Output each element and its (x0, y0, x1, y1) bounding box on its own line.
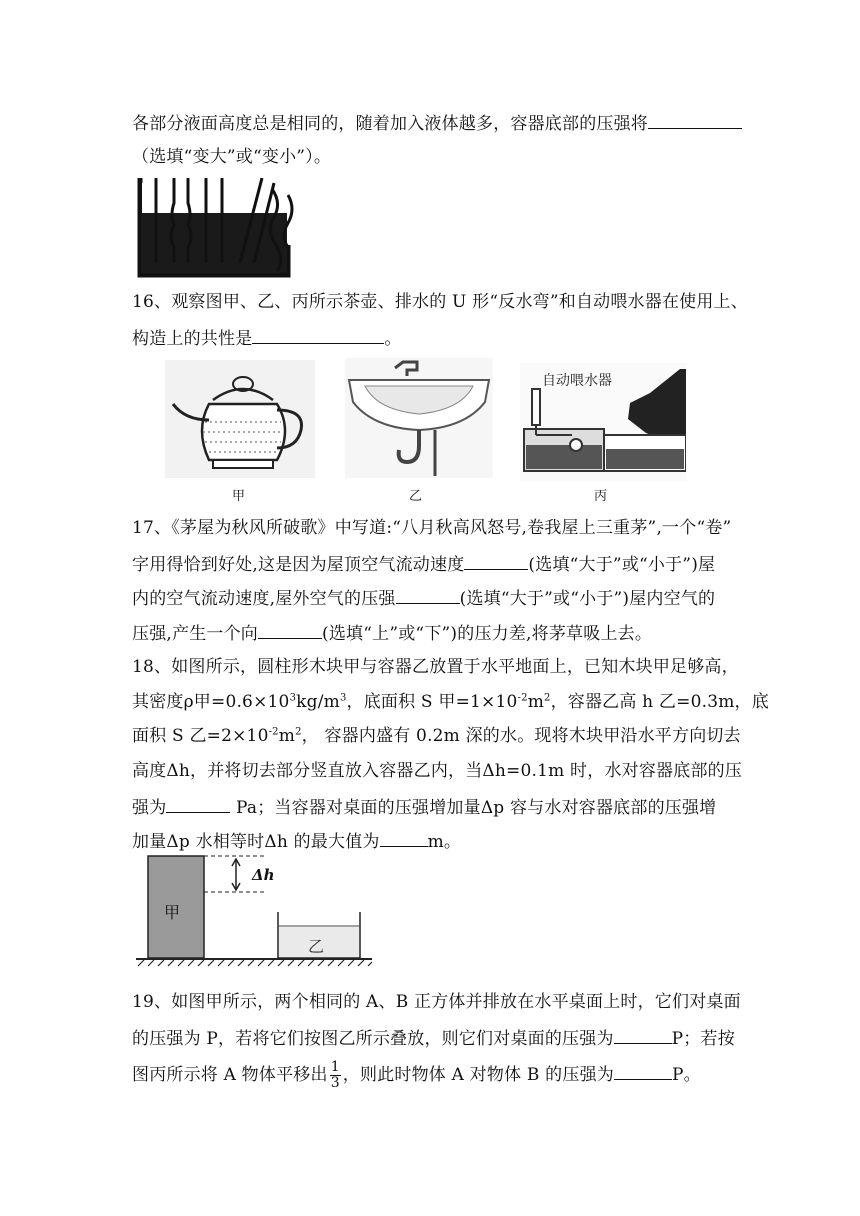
q16-answer-blank (252, 325, 384, 344)
q17-line-4: 压强,产生一个向 (选填“上”或“下”)的压力差,将茅草吸上去。 (132, 620, 652, 646)
q15-text-1: 各部分液面高度总是相同的，随着加入液体越多，容器底部的压强将 (132, 114, 648, 134)
automatic-feeder-figure (520, 363, 686, 481)
q19-blank-2 (614, 1061, 672, 1080)
sink-figure (345, 358, 493, 478)
q18-blank-2 (380, 828, 428, 847)
q17-line-1: 17、《茅屋为秋风所破歌》中写道:“八月秋高风怒号,卷我屋上三重茅”,一个“卷” (132, 518, 732, 538)
q16-line-1: 16、观察图甲、乙、丙所示茶壶、排水的 U 形“反水弯”和自动喂水器在使用上、 (132, 292, 748, 312)
q18-line-5: 强为 Pa；当容器对桌面的压强增加量Δp 容与水对容器底部的压强增 (132, 794, 716, 820)
q19-line-3: 图丙所示将 A 物体平移出 $\frac{1}{3}$ ，则此时物体 A 对物体 B 的压强为 P。 (132, 1059, 701, 1091)
q16-line-2: 构造上的共性是 。 (132, 325, 402, 351)
q18-line-3: 面积 S 乙$=2\times 10^{-2}m^2$， 容器内盛有 0.2m 深的水。现将木块甲沿水平方向切去 (132, 726, 741, 746)
q18-line-6: 加量Δp 水相等时Δh 的最大值为 m。 (132, 828, 461, 854)
fig-jia-label: 甲 (164, 903, 181, 922)
block-and-container-figure (128, 852, 378, 974)
q18-line-4: 高度Δh，并将切去部分竖直放入容器乙内，当Δh=0.1m 时，水对容器底部的压 (132, 761, 743, 781)
connected-vessels-figure (132, 175, 294, 281)
fig-yi-label: 乙 (308, 937, 325, 956)
q18-blank-1 (166, 794, 230, 813)
q19-line-1: 19、如图甲所示，两个相同的 A、B 正方体并排放在水平桌面上时，它们对桌面 (132, 992, 741, 1012)
q18-line-1: 18、如图所示，圆柱形木块甲与容器乙放置于水平地面上，已知木块甲足够高， (132, 657, 739, 677)
teapot-figure (165, 360, 315, 478)
q15-line-2: （选填“变大”或“变小”）。 (132, 147, 332, 167)
q17-line-3: 内的空气流动速度,屋外空气的压强 (选填“大于”或“小于”)屋内空气的 (132, 585, 715, 611)
caption-jia: 甲 (232, 489, 246, 504)
q17-blank-2 (396, 585, 460, 604)
q18-line-2: 其密度ρ甲$=0.6\times 10^3kg/m^3$，底面积 S 甲$=1\times 10^{-2}m^2$，容器乙高 h 乙=0.3m，底 (132, 692, 769, 712)
q17-line-2: 字用得恰到好处,这是因为屋顶空气流动速度 (选填“大于”或“小于”)屋 (132, 551, 715, 577)
caption-yi: 乙 (409, 489, 423, 504)
fraction-one-third: $\frac{1}{3}$ (330, 1059, 340, 1091)
fig-delta-h-label: Δh (252, 866, 275, 884)
q15-line-1 (132, 110, 742, 136)
q17-blank-1 (464, 551, 528, 570)
feeder-label: 自动喂水器 (542, 373, 612, 389)
q19-blank-1 (614, 1025, 672, 1044)
q15-answer-blank (648, 110, 742, 129)
q17-blank-3 (258, 620, 322, 639)
q19-line-2: 的压强为 P，若将它们按图乙所示叠放，则它们对桌面的压强为 P；若按 (132, 1025, 735, 1051)
caption-bing: 丙 (594, 489, 608, 504)
